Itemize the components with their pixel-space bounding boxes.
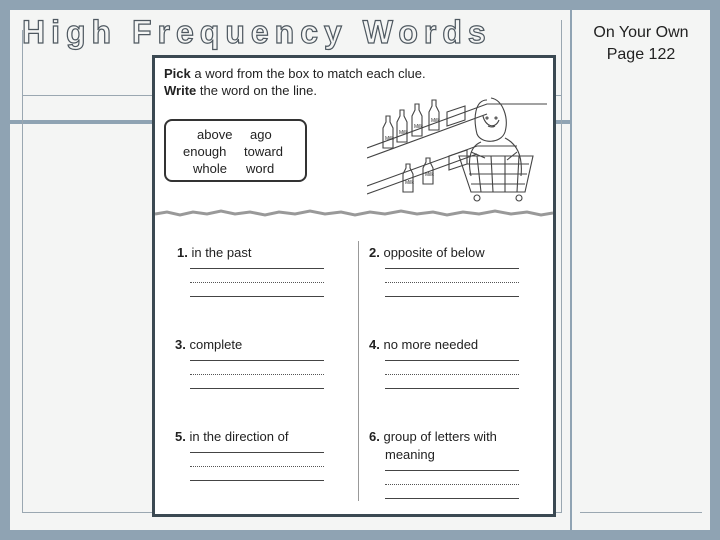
torn-edge bbox=[155, 208, 553, 220]
bottle-label: Milk bbox=[425, 172, 434, 178]
answer-line bbox=[190, 388, 324, 389]
clue-1 bbox=[177, 245, 251, 260]
word-box-item: enough bbox=[183, 144, 227, 159]
bottle-label: Milk bbox=[399, 130, 408, 136]
clue-number: 1. bbox=[177, 245, 188, 260]
answer-guide-line bbox=[385, 374, 519, 375]
answer-line bbox=[385, 296, 519, 297]
clue-text: no more needed bbox=[383, 337, 479, 352]
clue-text: in the past bbox=[191, 245, 252, 260]
column-divider bbox=[358, 241, 359, 501]
clue-5 bbox=[175, 429, 288, 444]
answer-line[interactable] bbox=[190, 452, 324, 453]
answer-guide-line bbox=[385, 282, 519, 283]
answer-line[interactable] bbox=[385, 268, 519, 269]
clue-text: group of letters with bbox=[383, 429, 497, 444]
bottle-label: Milk bbox=[414, 124, 423, 130]
bottle-label: Milk bbox=[431, 118, 440, 124]
answer-line[interactable] bbox=[385, 470, 519, 471]
clue-number: 4. bbox=[369, 337, 380, 352]
word-box-item: word bbox=[246, 161, 275, 176]
clue-text: opposite of below bbox=[383, 245, 485, 260]
answer-guide-line bbox=[190, 466, 324, 467]
clue-number: 3. bbox=[175, 337, 186, 352]
answer-line bbox=[190, 296, 324, 297]
word-box bbox=[164, 119, 307, 182]
worksheet bbox=[152, 55, 556, 517]
answer-guide-line bbox=[190, 374, 324, 375]
instruction-verb: Write bbox=[164, 83, 197, 98]
instruction-line-1 bbox=[164, 66, 426, 81]
answer-line bbox=[190, 480, 324, 481]
bottle-label: Milk bbox=[385, 136, 394, 142]
clue-6 bbox=[369, 429, 497, 444]
slide-title: High Frequency Words bbox=[22, 14, 492, 50]
clue-text: complete bbox=[189, 337, 243, 352]
answer-guide-line bbox=[385, 484, 519, 485]
answer-line[interactable] bbox=[190, 360, 324, 361]
word-box-item: above bbox=[197, 127, 233, 142]
side-label: On Your Own bbox=[593, 24, 689, 41]
answer-line bbox=[385, 388, 519, 389]
answer-guide-line bbox=[190, 282, 324, 283]
clue-2 bbox=[369, 245, 485, 260]
instruction-text: the word on the line. bbox=[199, 83, 317, 98]
instruction-text: a word from the box to match each clue. bbox=[194, 66, 426, 81]
clue-text-continued: meaning bbox=[385, 447, 435, 462]
clue-3 bbox=[175, 337, 242, 352]
answer-line[interactable] bbox=[385, 360, 519, 361]
page-label: Page 122 bbox=[606, 46, 676, 63]
answer-line bbox=[385, 498, 519, 499]
clue-number: 5. bbox=[175, 429, 186, 444]
word-box-item: toward bbox=[244, 144, 284, 159]
clue-4 bbox=[369, 337, 478, 352]
panel-rule bbox=[22, 30, 23, 512]
clue-number: 6. bbox=[369, 429, 380, 444]
panel-rule bbox=[580, 512, 702, 513]
answer-line[interactable] bbox=[190, 268, 324, 269]
instruction-verb: Pick bbox=[164, 66, 191, 81]
panel-rule bbox=[561, 20, 562, 512]
word-box-item: ago bbox=[250, 127, 272, 142]
word-box-item: whole bbox=[193, 161, 227, 176]
shopping-illustration bbox=[367, 86, 547, 206]
side-panel bbox=[572, 10, 710, 530]
instruction-line-2 bbox=[164, 83, 317, 98]
clue-text: in the direction of bbox=[189, 429, 289, 444]
bottle-label: Milk bbox=[405, 180, 414, 186]
clue-number: 2. bbox=[369, 245, 380, 260]
